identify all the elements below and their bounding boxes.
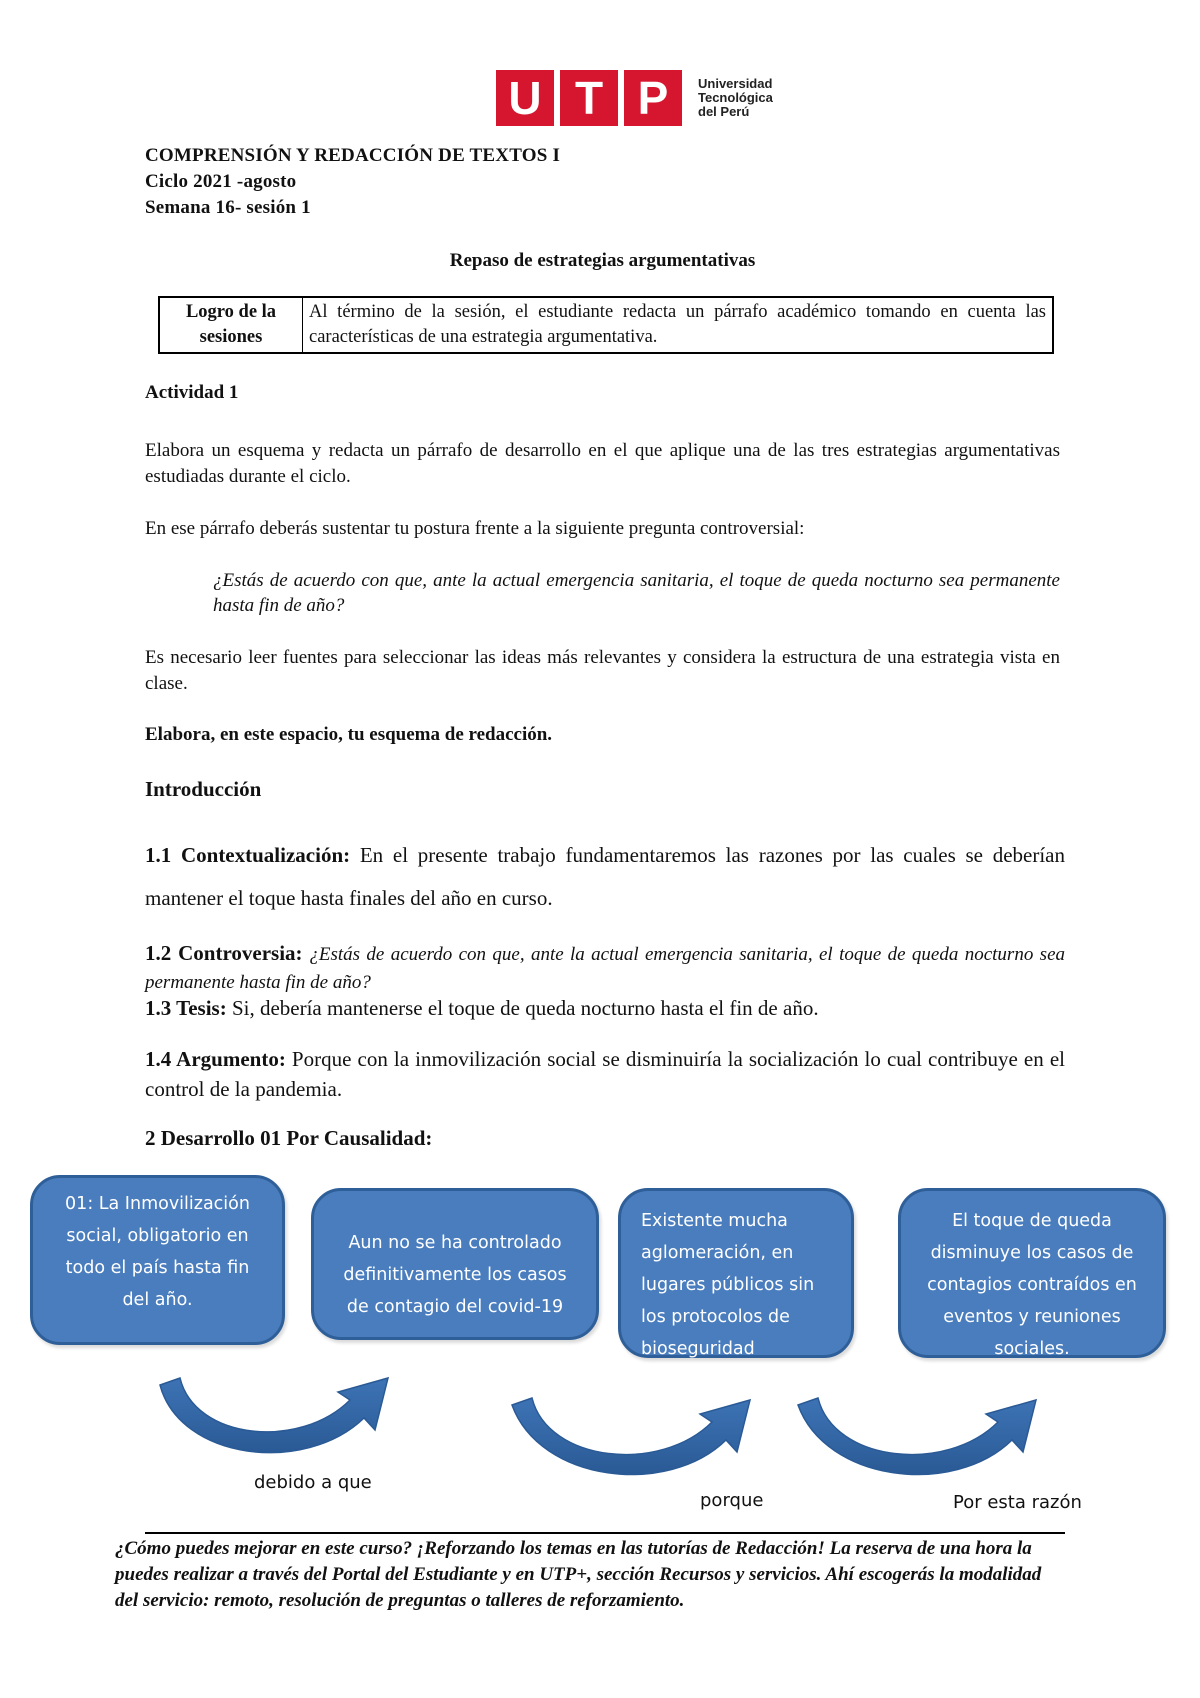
logo-letter-u: U <box>496 70 554 126</box>
cause-box-4: El toque de queda disminuye los casos de contagios contraídos en eventos y reuniones sociales. <box>898 1188 1166 1358</box>
argument-text: Porque con la inmovilización social se disminuiría la socialización lo cual contribuye en el control de la pandemia. <box>145 1047 1065 1101</box>
cause-box-2: Aun no se ha controlado definitivamente los casos de contagio del covid-19 <box>311 1188 599 1340</box>
cause-box-3: Existente mucha aglomeración, en lugares públicos sin los protocolos de bioseguridad <box>618 1188 854 1358</box>
activity-note: Es necesario leer fuentes para seleccionar las ideas más relevantes y considera la estructura de una estrategia vista en clase. <box>145 647 1060 694</box>
course-title: COMPRENSIÓN Y REDACCIÓN DE TEXTOS I <box>145 145 561 166</box>
course-cycle: Ciclo 2021 -agosto <box>145 171 297 192</box>
contextualization-label: 1.1 Contextualización: <box>145 843 351 867</box>
cause-box-1: 01: La Inmovilización social, obligatorio en todo el país hasta fin del año. <box>30 1175 285 1345</box>
page-title: Repaso de estrategias argumentativas <box>449 250 756 271</box>
footer-note: ¿Cómo puedes mejorar en este curso? ¡Reforzando los temas en las tutorías de Redacción! La reserva de una hora la puedes realizar a través del Portal del Estudiante y en UTP+, sección Recursos y servicios. Ahí escogerás la modalidad del servicio: remoto, resolución de preguntas o talleres de reforzamiento. <box>115 1538 1042 1611</box>
intro-heading: Introducción <box>145 777 262 801</box>
controversy-text: ¿Estás de acuerdo con que, ante la actual emergencia sanitaria, el toque de queda nocturno sea permanente hasta fin de año? <box>145 944 1066 993</box>
connector-label-3: Por esta razón <box>953 1492 1082 1513</box>
logro-text: Al término de la sesión, el estudiante redacta un párrafo académico tomando en cuenta las características de una estrategia argumentativa. <box>303 297 1054 353</box>
thesis-text: Si, debería mantenerse el toque de queda nocturno hasta el fin de año. <box>231 996 819 1020</box>
scheme-instruction: Elabora, en este espacio, tu esquema de redacción. <box>145 724 553 745</box>
development-heading: 2 Desarrollo 01 Por Causalidad: <box>145 1126 433 1150</box>
controversial-question: ¿Estás de acuerdo con que, ante la actual emergencia sanitaria, el toque de queda nocturno sea permanente hasta fin de año? <box>213 570 1060 616</box>
course-week: Semana 16- sesión 1 <box>145 197 311 218</box>
thesis-label: 1.3 Tesis: <box>145 996 227 1020</box>
logo-letter-p: P <box>624 70 682 126</box>
curved-arrow-icon <box>160 1378 388 1453</box>
controversy-label: 1.2 Controversia: <box>145 941 303 965</box>
logro-label: Logro de la sesiones <box>159 297 303 353</box>
footer-divider <box>145 1532 1065 1534</box>
university-name: Universidad Tecnológica del Perú <box>698 76 773 119</box>
connector-label-1: debido a que <box>254 1472 372 1493</box>
activity-prompt: En ese párrafo deberás sustentar tu postura frente a la siguiente pregunta controversial: <box>145 518 805 539</box>
logo-letter-t: T <box>560 70 618 126</box>
curved-arrow-icon <box>512 1398 750 1474</box>
connector-label-2: porque <box>700 1490 764 1511</box>
contextualization-text: En el presente trabajo fundamentaremos las razones por las cuales se deberían mantener el toque hasta finales del año en curso. <box>145 843 1066 910</box>
curved-arrow-icon <box>798 1398 1036 1474</box>
argument-label: 1.4 Argumento: <box>145 1047 286 1071</box>
activity-instructions: Elabora un esquema y redacta un párrafo de desarrollo en el que aplique una de las tres estrategias argumentativas estudiadas durante el ciclo. <box>145 440 1060 487</box>
activity-heading: Actividad 1 <box>145 382 239 403</box>
